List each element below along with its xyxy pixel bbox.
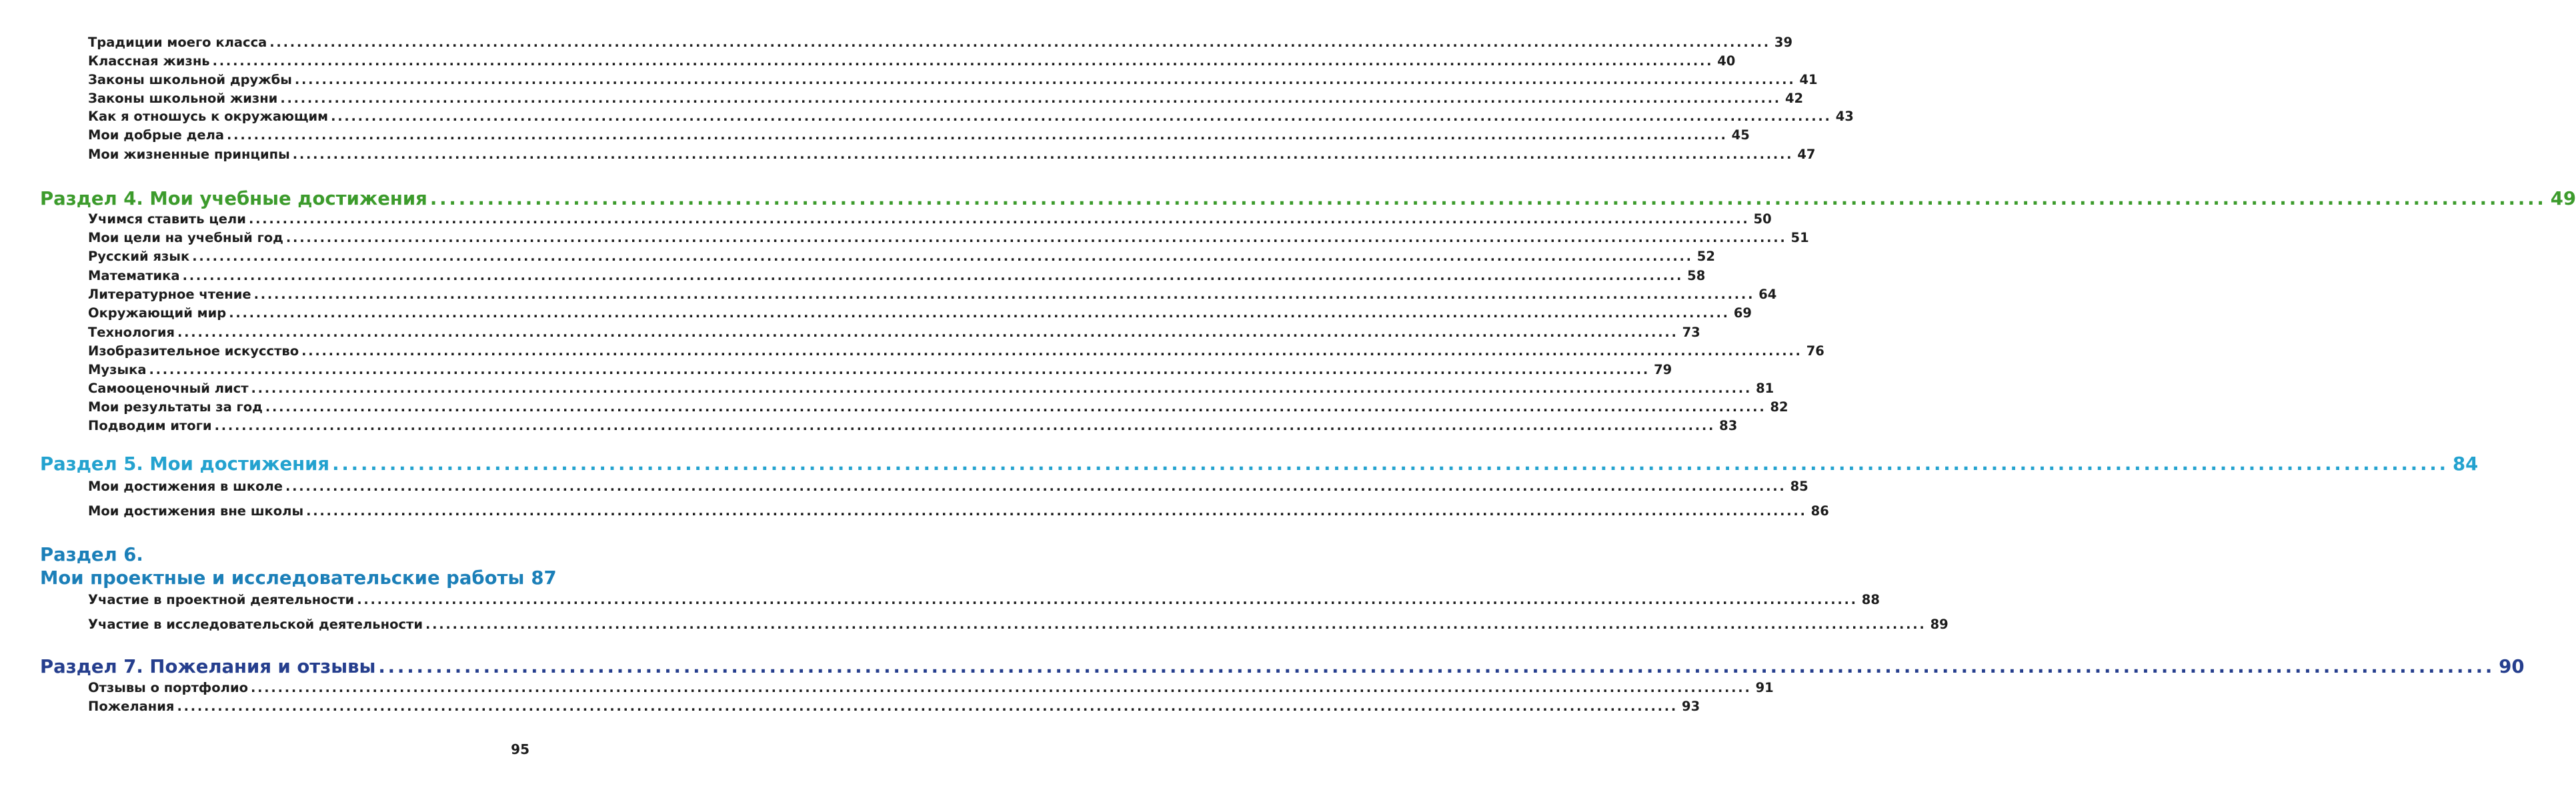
- toc-item[interactable]: [88, 211, 1772, 227]
- section-page: 87: [531, 567, 557, 589]
- toc-item-page: 47: [1797, 147, 1816, 162]
- dot-leader: [192, 249, 1693, 264]
- dot-leader: [251, 680, 1752, 695]
- toc-item[interactable]: [88, 418, 1738, 433]
- dot-leader: [213, 53, 1714, 69]
- toc-item-page: 43: [1835, 109, 1854, 124]
- section-heading-5[interactable]: [40, 453, 2479, 475]
- dot-leader: [177, 325, 1678, 340]
- toc-item-title: Мои цели на учебный год: [88, 230, 283, 245]
- toc-item-page: 83: [1719, 418, 1738, 433]
- toc-item-title: Технология: [88, 325, 175, 340]
- toc-item-title: Мои добрые дела: [88, 127, 225, 143]
- toc-item-title: Мои результаты за год: [88, 399, 263, 415]
- dot-leader: [269, 35, 1770, 50]
- toc-item-title: Русский язык: [88, 249, 190, 264]
- toc-item-title: Учимся ставить цели: [88, 211, 246, 227]
- toc-item-title: Музыка: [88, 362, 147, 377]
- section-page: 49: [2550, 188, 2576, 209]
- section-page: 84: [2452, 453, 2479, 475]
- dot-leader: [331, 109, 1832, 124]
- section-heading-7[interactable]: [40, 656, 2525, 677]
- dot-leader: [430, 188, 2547, 209]
- toc-item[interactable]: [88, 325, 1700, 340]
- toc-item-title: Математика: [88, 268, 180, 283]
- dot-leader: [301, 343, 1802, 359]
- dot-leader: [177, 699, 1678, 714]
- toc-item[interactable]: [88, 230, 1809, 245]
- toc-item[interactable]: [88, 72, 1818, 87]
- toc-item-page: 64: [1758, 287, 1777, 302]
- toc-item-page: 76: [1806, 343, 1824, 359]
- toc-item-title: Литературное чтение: [88, 287, 251, 302]
- toc-item-title: Законы школьной дружбы: [88, 72, 292, 87]
- toc-item[interactable]: [88, 680, 1774, 695]
- dot-leader: [378, 656, 2495, 677]
- toc-item-title: Отзывы о портфолио: [88, 680, 249, 695]
- toc-item-page: 91: [1755, 680, 1774, 695]
- section-title: Мои проектные и исследовательские работы: [40, 567, 525, 589]
- toc-item-title: Пожелания: [88, 699, 175, 714]
- toc-item[interactable]: [88, 343, 1824, 359]
- toc-item-title: Традиции моего класса: [88, 35, 267, 50]
- section-title: Раздел 7. Пожелания и отзывы: [40, 656, 376, 677]
- dot-leader: [280, 91, 1781, 106]
- dot-leader: [293, 147, 1794, 162]
- toc-item-page: 58: [1687, 268, 1706, 283]
- toc-item-title: Самооценочный лист: [88, 381, 249, 396]
- toc-item-page: 51: [1790, 230, 1809, 245]
- toc-item[interactable]: [88, 287, 1777, 302]
- dot-leader: [425, 617, 1926, 632]
- toc-item[interactable]: [88, 362, 1672, 377]
- section-heading-6[interactable]: [40, 567, 557, 589]
- toc-item[interactable]: [88, 127, 1750, 143]
- toc-item-page: 50: [1753, 211, 1772, 227]
- toc-item[interactable]: [88, 503, 1829, 519]
- toc-item-page: 93: [1682, 699, 1700, 714]
- toc-item-title: Мои достижения в школе: [88, 479, 283, 494]
- toc-item-page: 82: [1770, 399, 1788, 415]
- toc-item-page: 41: [1799, 72, 1818, 87]
- toc-item[interactable]: [88, 617, 1949, 632]
- dot-leader: [254, 287, 1755, 302]
- toc-item-page: 52: [1696, 249, 1715, 264]
- toc-item[interactable]: [88, 268, 1706, 283]
- toc-item[interactable]: [88, 147, 1816, 162]
- toc-item[interactable]: [88, 592, 1880, 607]
- toc-item[interactable]: [88, 53, 1736, 69]
- dot-leader: [306, 503, 1807, 519]
- toc-item-title: Мои жизненные принципы: [88, 147, 290, 162]
- toc-item-title: Как я отношусь к окружающим: [88, 109, 329, 124]
- dot-leader: [215, 418, 1716, 433]
- toc-item-title: Участие в исследовательской деятельности: [88, 617, 423, 632]
- toc-item[interactable]: [88, 35, 1793, 50]
- dot-leader: [285, 479, 1786, 494]
- section-title: Раздел 4. Мои учебные достижения: [40, 188, 427, 209]
- toc-item[interactable]: [88, 91, 1804, 106]
- toc-item-title: Классная жизнь: [88, 53, 210, 69]
- dot-leader: [357, 592, 1858, 607]
- toc-item-title: Изобразительное искусство: [88, 343, 299, 359]
- toc-item[interactable]: [88, 479, 1808, 494]
- toc-item-title: Окружающий мир: [88, 305, 227, 321]
- toc-item-title: Законы школьной жизни: [88, 91, 278, 106]
- dot-leader: [183, 268, 1684, 283]
- toc-item-title: Подводим итоги: [88, 418, 212, 433]
- toc-item-title: Мои достижения вне школы: [88, 503, 304, 519]
- dot-leader: [332, 453, 2449, 475]
- toc-item-page: 85: [1790, 479, 1808, 494]
- toc-item-title: Участие в проектной деятельности: [88, 592, 355, 607]
- toc-item-page: 45: [1731, 127, 1750, 143]
- toc-item-page: 88: [1861, 592, 1880, 607]
- toc-item[interactable]: [88, 399, 1788, 415]
- toc-item-page: 89: [1930, 617, 1949, 632]
- toc-item-page: 69: [1733, 305, 1752, 321]
- dot-leader: [229, 305, 1730, 321]
- section-heading-4[interactable]: [40, 188, 2576, 209]
- toc-item-page: 79: [1654, 362, 1672, 377]
- dot-leader: [249, 211, 1750, 227]
- toc-item-page: 42: [1784, 91, 1804, 106]
- toc-item[interactable]: [88, 381, 1774, 396]
- toc-item[interactable]: [88, 305, 1752, 321]
- toc-item[interactable]: [88, 109, 1854, 124]
- section-title: Раздел 5. Мои достижения: [40, 453, 330, 475]
- toc-item-page: 81: [1756, 381, 1774, 396]
- dot-leader: [227, 127, 1728, 143]
- section-page: 90: [2499, 656, 2525, 677]
- page-number: 95: [511, 741, 529, 757]
- toc-item[interactable]: [88, 699, 1700, 714]
- dot-leader: [286, 230, 1787, 245]
- toc-item-page: 40: [1717, 53, 1736, 69]
- toc-item[interactable]: [88, 249, 1715, 264]
- toc-item-page: 73: [1682, 325, 1700, 340]
- section-heading-6-label: Раздел 6.: [40, 544, 143, 565]
- dot-leader: [149, 362, 1650, 377]
- toc-item-page: 86: [1810, 503, 1829, 519]
- dot-leader: [295, 72, 1796, 87]
- toc-item-page: 39: [1774, 35, 1793, 50]
- dot-leader: [265, 399, 1766, 415]
- dot-leader: [251, 381, 1752, 396]
